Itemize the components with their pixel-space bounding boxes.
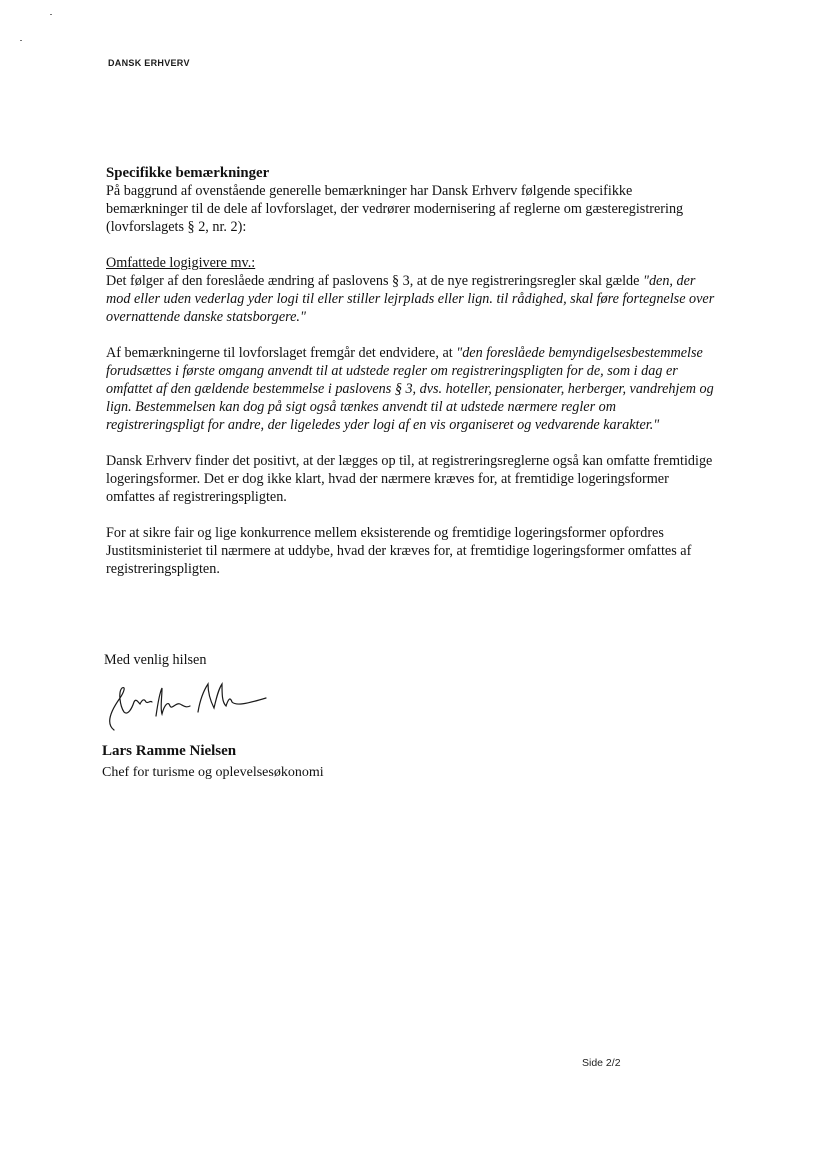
paragraph-3: Dansk Erhverv finder det positivt, at der lægges op til, at registreringsreglerne også kan omfatte fremtidige logeringsformer. Det er dog ikke klart, hvad der nærmere kræves for, at fremtidige logeringsformer omfattes af registreringspligten. <box>106 453 713 505</box>
spacer <box>106 506 716 524</box>
signature-image <box>100 672 280 736</box>
paragraph-1-lead: Det følger af den foreslåede ændring af paslovens § 3, at de nye registreringsregler skal gælde <box>106 273 643 289</box>
signer-name: Lars Ramme Nielsen <box>102 743 237 759</box>
paragraph-1 <box>106 272 716 326</box>
page-number: Side 2/2 <box>582 1057 621 1069</box>
letterhead: DANSK ERHVERV <box>108 58 190 68</box>
paragraph-4: For at sikre fair og lige konkurrence mellem eksisterende og fremtidige logeringsformer opfordres Justitsministeriet til nærmere at uddybe, hvad der kræves for, at fremtidige logeringsformer omfattes af registreringspligten. <box>106 525 692 577</box>
spacer <box>106 236 716 254</box>
subheading: Omfattede logigivere mv.: <box>106 255 256 271</box>
scan-speck <box>50 14 52 15</box>
section-heading: Specifikke bemærkninger <box>106 165 270 181</box>
spacer <box>106 326 716 344</box>
letter-body <box>106 164 716 578</box>
paragraph-2 <box>106 344 716 434</box>
paragraph-2-lead: Af bemærkningerne til lovforslaget fremgår det endvidere, at <box>106 345 457 361</box>
spacer <box>106 434 716 452</box>
signer-title: Chef for turisme og oplevelsesøkonomi <box>102 765 324 780</box>
scan-speck <box>20 40 22 41</box>
paragraph-1-quote: "den, der mod eller uden vederlag yder logi til eller stiller lejrplads eller lign. til rådighed, skal føre fortegnelse over overnattende danske statsborgere." <box>106 273 715 325</box>
paragraph-2-quote: "den foreslåede bemyndigelsesbestemmelse forudsættes i første omgang anvendt til at udstede regler om registreringspligten for de, som i dag er omfattet af den gældende bestemmelse i paslovens § 3, dvs. hoteller, pensionater, herberger, vandrehjem og lign. Bestemmelsen kan dog på sigt også tænkes anvendt til at udstede nærmere regler om registreringspligt for andre, der ligeledes yder logi af en vis organiseret og vedvarende karakter." <box>106 345 714 433</box>
closing-greeting: Med venlig hilsen <box>104 652 207 668</box>
intro-paragraph: På baggrund af ovenstående generelle bemærkninger har Dansk Erhverv følgende specifikke bemærkninger til de dele af lovforslaget, der vedrører modernisering af reglerne om gæsteregistrering (lovforslagets § 2, nr. 2): <box>106 183 684 235</box>
